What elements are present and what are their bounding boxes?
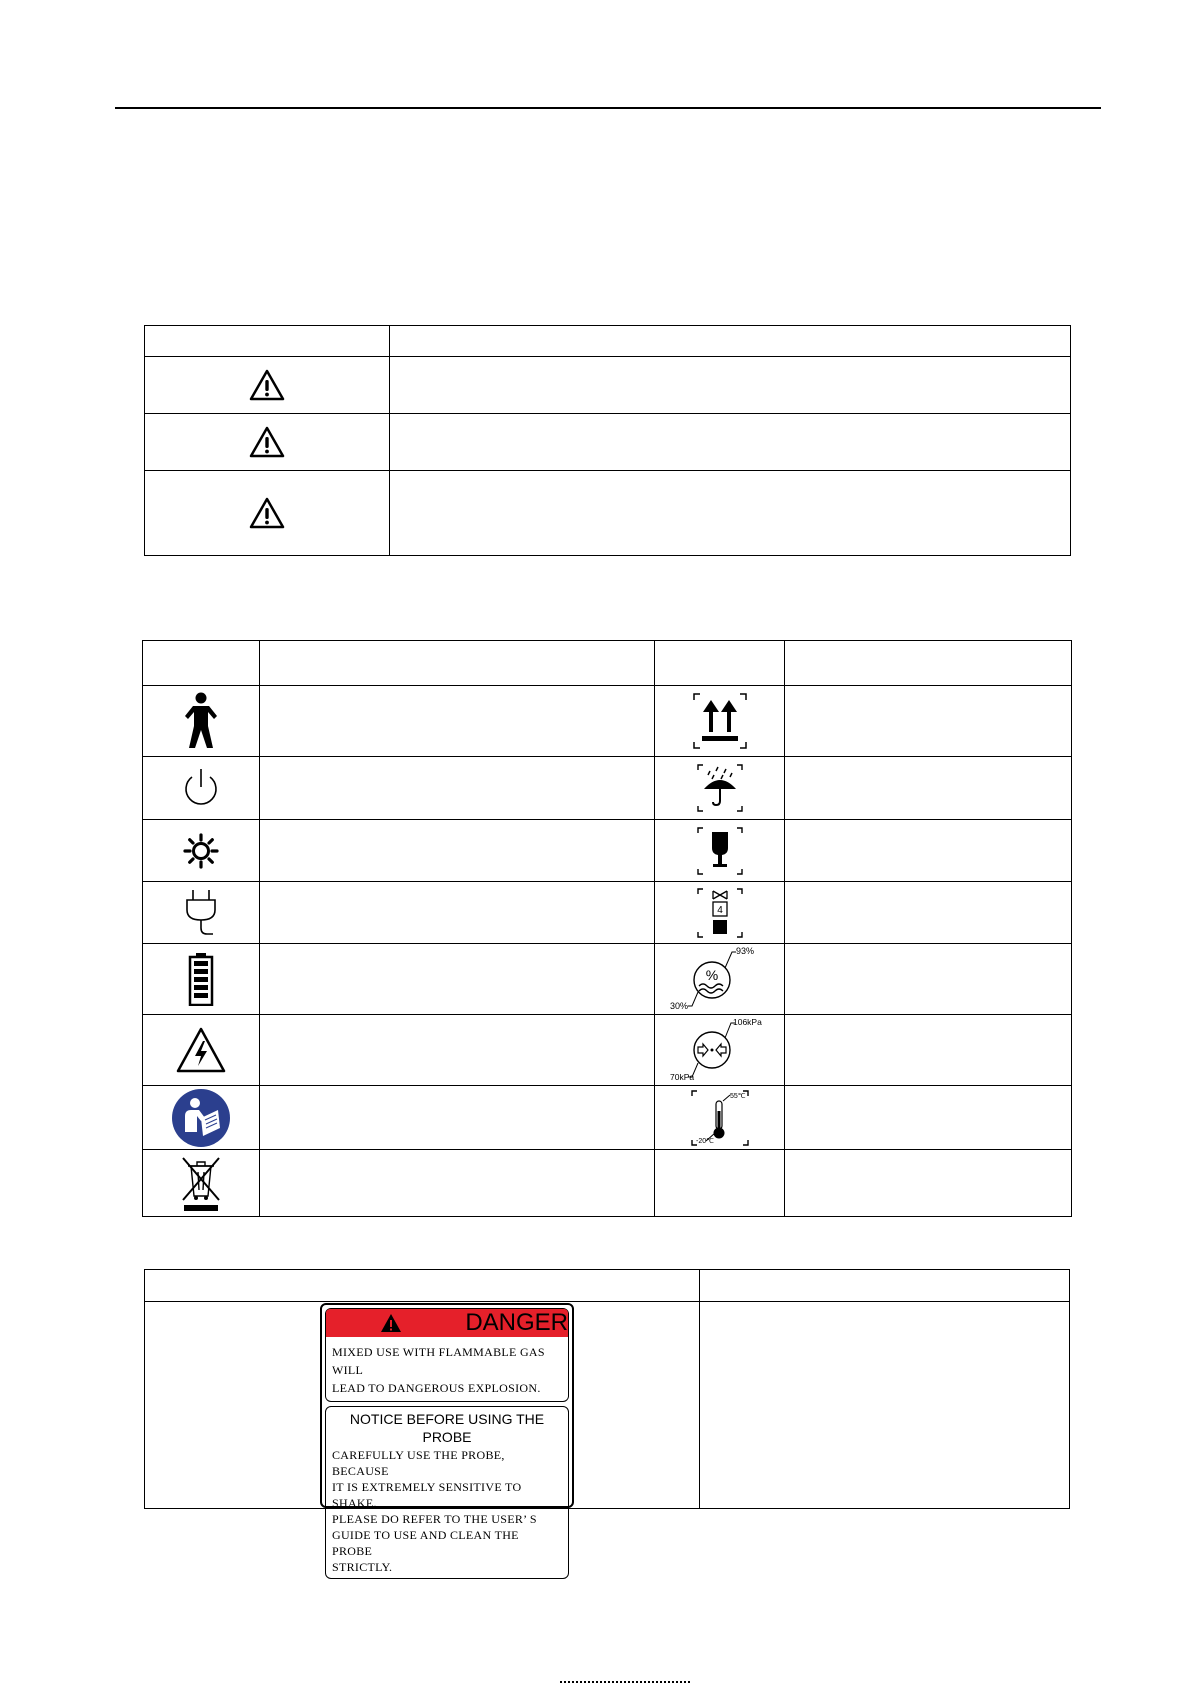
humidity-lower-label: 30% xyxy=(669,1001,688,1011)
table-header-row xyxy=(143,641,1072,686)
notice-line: STRICTLY. xyxy=(332,1559,393,1574)
header-rule xyxy=(115,107,1101,109)
notice-line: CAREFULLY USE THE PROBE, BECAUSE xyxy=(332,1447,505,1478)
symbols-table xyxy=(142,640,1072,1217)
stacking-limit-number: 4 xyxy=(716,904,723,916)
fragile-icon xyxy=(655,820,785,882)
weee-crossed-bin-icon xyxy=(143,1150,260,1217)
scan-artifact xyxy=(560,1681,690,1683)
svg-text:%: % xyxy=(705,967,718,983)
notice-line: PLEASE DO REFER TO THE USER’ S xyxy=(332,1511,537,1526)
danger-triangle-icon xyxy=(380,1313,402,1333)
temperature-upper-label: 55℃ xyxy=(729,1092,746,1100)
warning-label-table xyxy=(144,1269,1070,1574)
warning-triangle-icon xyxy=(145,414,390,471)
notice-title: NOTICE BEFORE USING THE PROBE xyxy=(349,1410,545,1445)
table-header-row xyxy=(145,1270,1070,1302)
table-row xyxy=(145,471,1071,556)
temperature-limit-icon xyxy=(655,1086,785,1150)
notice-box xyxy=(325,1406,569,1579)
table-row xyxy=(143,1150,1072,1217)
table-row xyxy=(145,1302,1070,1509)
warning-triangle-icon xyxy=(145,471,390,556)
this-way-up-icon xyxy=(655,686,785,757)
table-row xyxy=(143,820,1072,882)
danger-line: LEAD TO DANGEROUS EXPLOSION. xyxy=(332,1380,541,1395)
dangerous-voltage-icon xyxy=(143,1015,260,1086)
notice-text xyxy=(326,1446,568,1578)
danger-header xyxy=(326,1309,568,1337)
pressure-lower-label: 70kPa xyxy=(669,1072,694,1082)
table-row xyxy=(143,1015,1072,1086)
warning-triangle-icon xyxy=(145,357,390,414)
stacking-limit-icon xyxy=(655,882,785,944)
power-standby-icon xyxy=(143,757,260,820)
refer-to-manual-icon xyxy=(143,1086,260,1150)
table-row xyxy=(143,882,1072,944)
humidity-limit-icon xyxy=(655,944,785,1015)
temperature-lower-label: -20℃ xyxy=(695,1137,714,1145)
danger-text xyxy=(326,1337,568,1401)
pressure-upper-label: 106kPa xyxy=(732,1017,762,1027)
applied-part-type-b-icon xyxy=(143,686,260,757)
table-header-row xyxy=(145,326,1071,357)
table-row xyxy=(143,944,1072,1015)
table-row xyxy=(143,1086,1072,1150)
brightness-icon xyxy=(143,820,260,882)
danger-line: MIXED USE WITH FLAMMABLE GAS WILL xyxy=(332,1344,545,1377)
table-row xyxy=(145,414,1071,471)
battery-icon xyxy=(143,944,260,1015)
table-row xyxy=(143,686,1072,757)
table-row xyxy=(145,357,1071,414)
notice-line: GUIDE TO USE AND CLEAN THE PROBE xyxy=(332,1527,519,1558)
table-row xyxy=(143,757,1072,820)
danger-box xyxy=(325,1308,569,1402)
device-warning-label xyxy=(320,1303,574,1574)
warnings-table xyxy=(144,325,1071,556)
danger-title: DANGER xyxy=(465,1308,568,1336)
keep-dry-icon xyxy=(655,757,785,820)
humidity-upper-label: 93% xyxy=(735,946,754,956)
notice-line: IT IS EXTREMELY SENSITIVE TO SHAKE. xyxy=(332,1479,522,1510)
atmospheric-pressure-limit-icon xyxy=(655,1015,785,1086)
ac-power-plug-icon xyxy=(143,882,260,944)
